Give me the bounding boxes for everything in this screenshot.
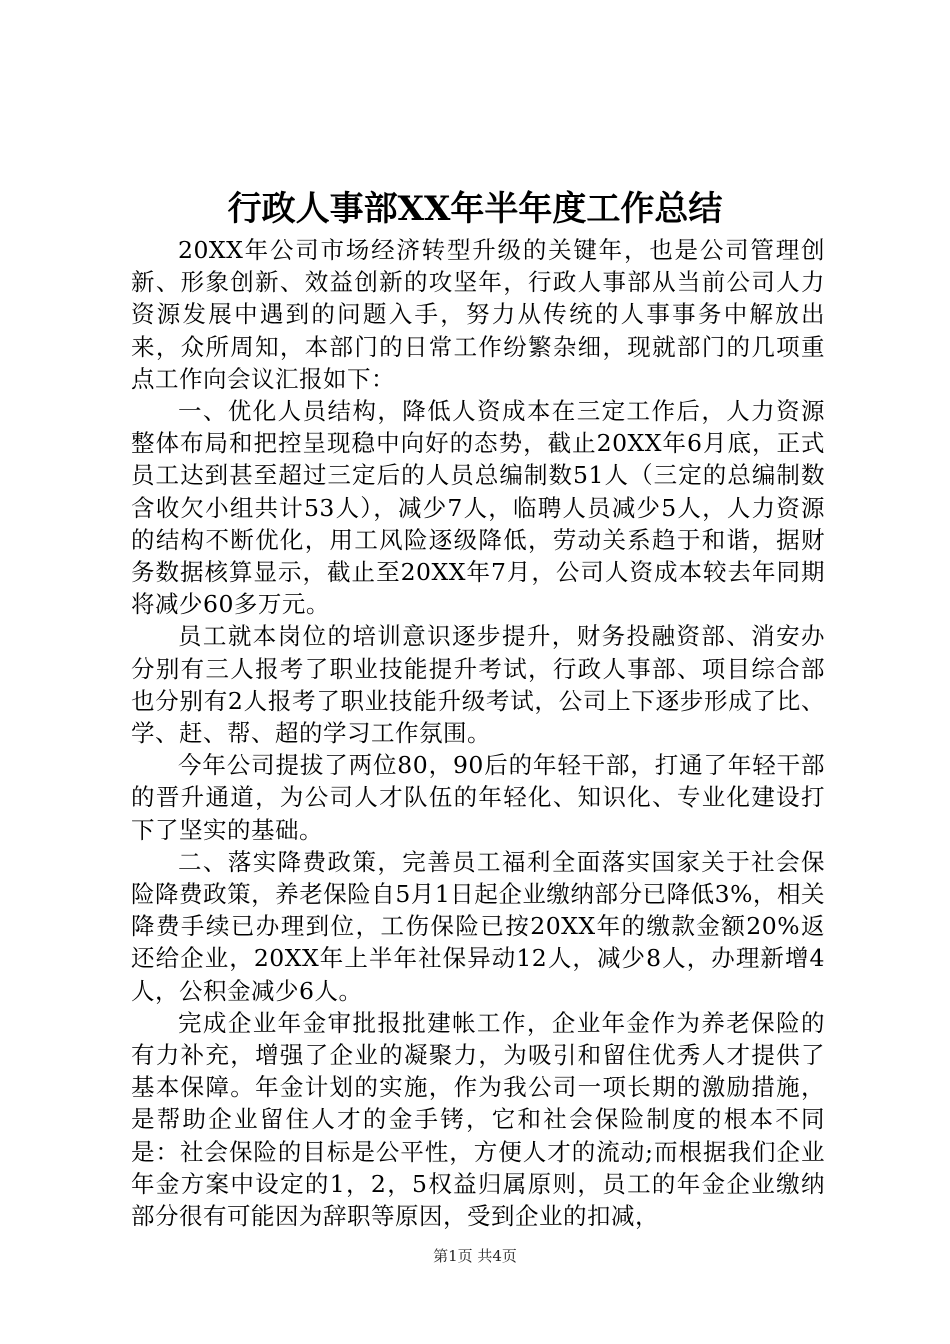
- paragraph-training: 员工就本岗位的培训意识逐步提升，财务投融资部、消安办分别有三人报考了职业技能提升考试，行政人事部、项目综合部也分别有2人报考了职业技能升级考试，公司上下逐步形成了比、学、赶、帮、超的学习工作氛围。: [131, 622, 825, 748]
- document-body: [131, 234, 825, 1232]
- paragraph-intro: 20XX年公司市场经济转型升级的关键年，也是公司管理创新、形象创新、效益创新的攻坚年，行政人事部从当前公司人力资源发展中遇到的问题入手，努力从传统的人事事务中解放出来，众所周知，本部门的日常工作纷繁杂细，现就部门的几项重点工作向会议汇报如下：: [131, 236, 825, 393]
- paragraph-section-one: 一、优化人员结构，降低人资成本在三定工作后，人力资源整体布局和把控呈现稳中向好的态势，截止20XX年6月底，正式员工达到甚至超过三定后的人员总编制数51人（三定的总编制数含收欠小组共计53人），减少7人，临聘人员减少5人，人力资源的结构不断优化，用工风险逐级降低，劳动关系趋于和谐，据财务数据核算显示，截止至20XX年7月，公司人资成本较去年同期将减少60多万元。: [131, 397, 825, 619]
- page-footer: 第1页 共4页: [433, 1247, 517, 1265]
- paragraph-section-two: 二、落实降费政策，完善员工福利全面落实国家关于社会保险降费政策，养老保险自5月1日起企业缴纳部分已降低3%，相关降费手续已办理到位，工伤保险已按20XX年的缴款金额20%返还给企业，20XX年上半年社保异动12人，减少8人，办理新增4人，公积金减少6人。: [131, 847, 825, 1005]
- document-title: 行政人事部XX年半年度工作总结: [227, 189, 723, 229]
- paragraph-annuity: 完成企业年金审批报批建帐工作，企业年金作为养老保险的有力补充，增强了企业的凝聚力，为吸引和留住优秀人才提供了基本保障。年金计划的实施，作为我公司一项长期的激励措施，是帮助企业留住人才的金手铐，它和社会保险制度的根本不同是：社会保险的目标是公平性，方便人才的流动;而根据我们企业年金方案中设定的1，2，5权益归属原则，员工的年金企业缴纳部分很有可能因为辞职等原因，受到企业的扣减，: [131, 1008, 825, 1231]
- paragraph-promotion: 今年公司提拔了两位80，90后的年轻干部，打通了年轻干部的晋升通道，为公司人才队伍的年轻化、知识化、专业化建设打下了坚实的基础。: [131, 751, 825, 844]
